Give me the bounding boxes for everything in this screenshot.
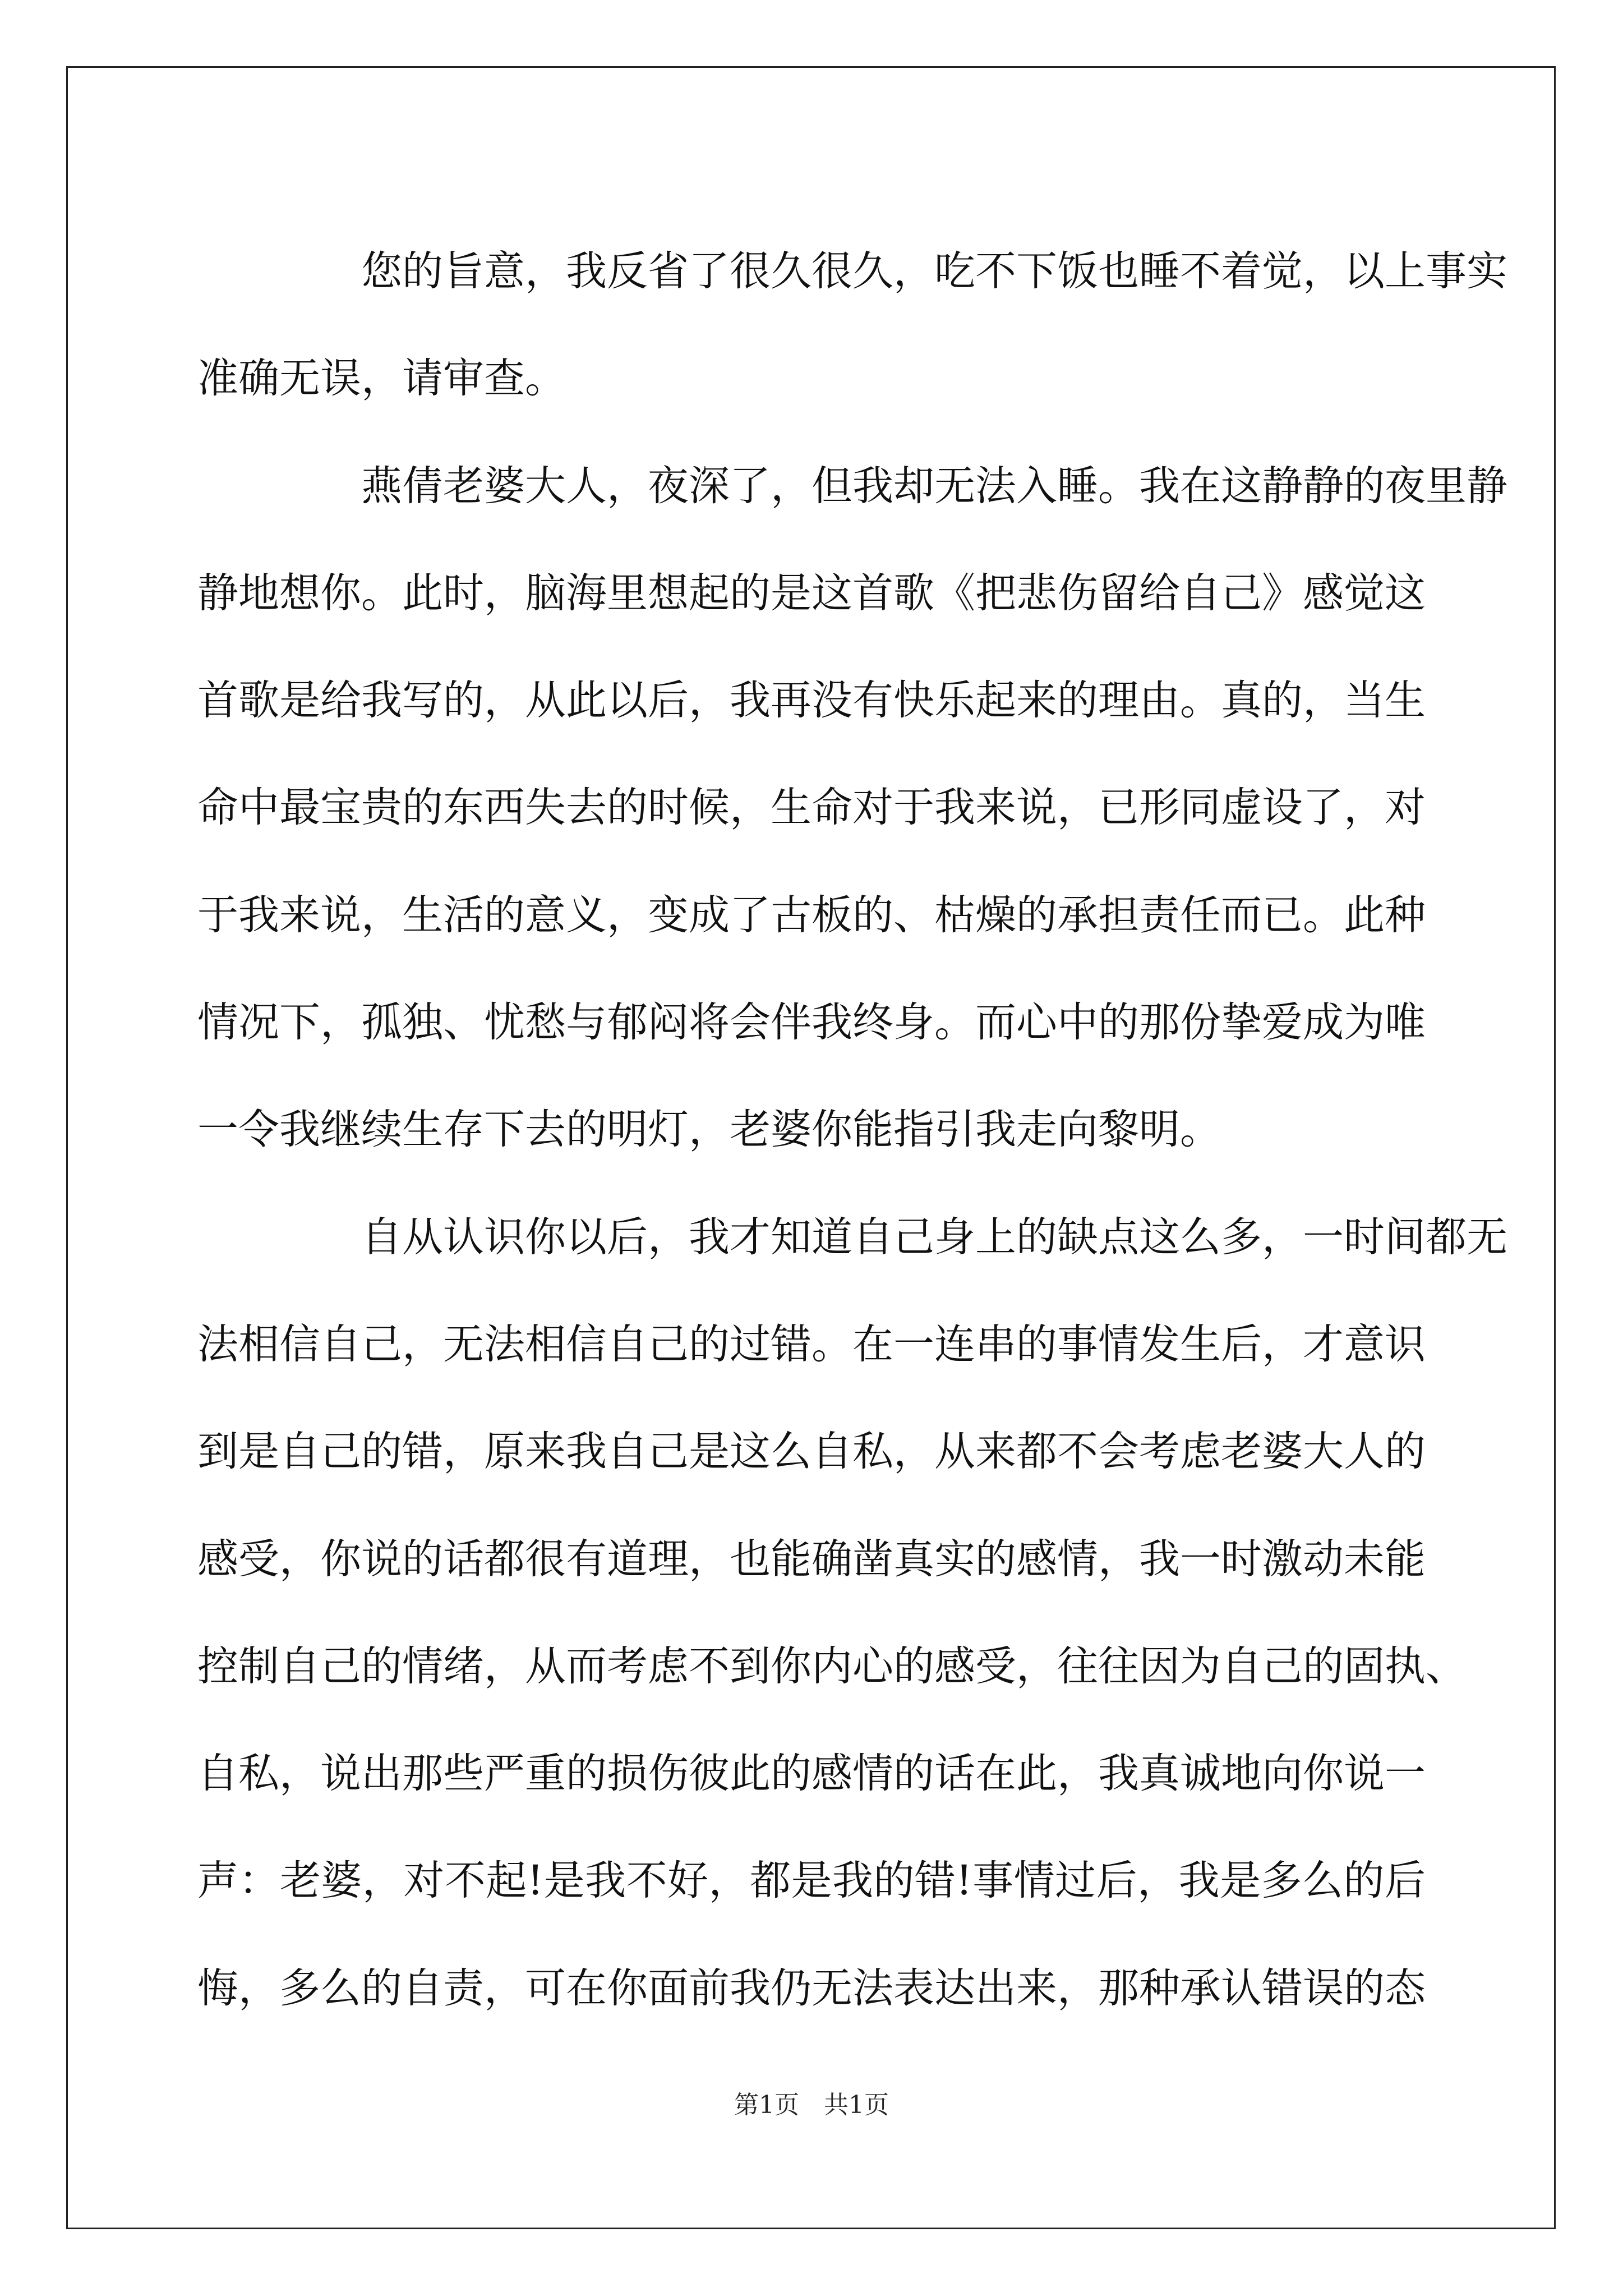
- paragraph-line: 首歌是给我写的，从此以后，我再没有快乐起来的理由。真的，当生: [197, 677, 1426, 725]
- paragraph-line: 悔，多么的自责，可在你面前我仍无法表达出来，那种承认错误的态: [197, 1964, 1426, 2012]
- document-body: [197, 218, 1507, 2042]
- paragraph-line: 自从认识你以后，我才知道自己身上的缺点这么多，一时间都无: [361, 1213, 1507, 1261]
- page-number-footer: 第1页 共1页: [734, 2091, 889, 2119]
- paragraph-3: [197, 1184, 1507, 2042]
- paragraph-line: 到是自己的错，原来我自己是这么自私，从来都不会考虑老婆大人的: [197, 1428, 1426, 1476]
- paragraph-line: 于我来说，生活的意义，变成了古板的、枯燥的承担责任而已。此种: [197, 891, 1426, 939]
- paragraph-line: 一令我继续生存下去的明灯，老婆你能指引我走向黎明。: [197, 1106, 1221, 1154]
- paragraph-line: 感受，你说的话都很有道理，也能确凿真实的感情，我一时激动未能: [197, 1535, 1426, 1583]
- paragraph-line: 命中最宝贵的东西失去的时候，生命对于我来说，已形同虚设了，对: [197, 784, 1426, 832]
- paragraph-1: [197, 218, 1507, 432]
- paragraph-2: [197, 432, 1507, 1184]
- paragraph-line: 情况下，孤独、忧愁与郁闷将会伴我终身。而心中的那份挚爱成为唯: [197, 999, 1426, 1047]
- paragraph-line: 准确无误，请审查。: [197, 355, 566, 403]
- paragraph-line: 燕倩老婆大人，夜深了，但我却无法入睡。我在这静静的夜里静: [361, 462, 1507, 510]
- paragraph-line: 控制自己的情绪，从而考虑不到你内心的感受，往往因为自己的固执、: [197, 1642, 1467, 1690]
- paragraph-line: 声：老婆，对不起!是我不好，都是我的错!事情过后，我是多么的后: [197, 1857, 1426, 1905]
- paragraph-line: 法相信自己，无法相信自己的过错。在一连串的事情发生后，才意识: [197, 1320, 1426, 1368]
- paragraph-line: 静地想你。此时，脑海里想起的是这首歌《把悲伤留给自己》感觉这: [197, 569, 1426, 617]
- paragraph-line: 您的旨意，我反省了很久很久，吃不下饭也睡不着觉，以上事实: [361, 247, 1507, 295]
- paragraph-line: 自私，说出那些严重的损伤彼此的感情的话在此，我真诚地向你说一: [197, 1750, 1426, 1798]
